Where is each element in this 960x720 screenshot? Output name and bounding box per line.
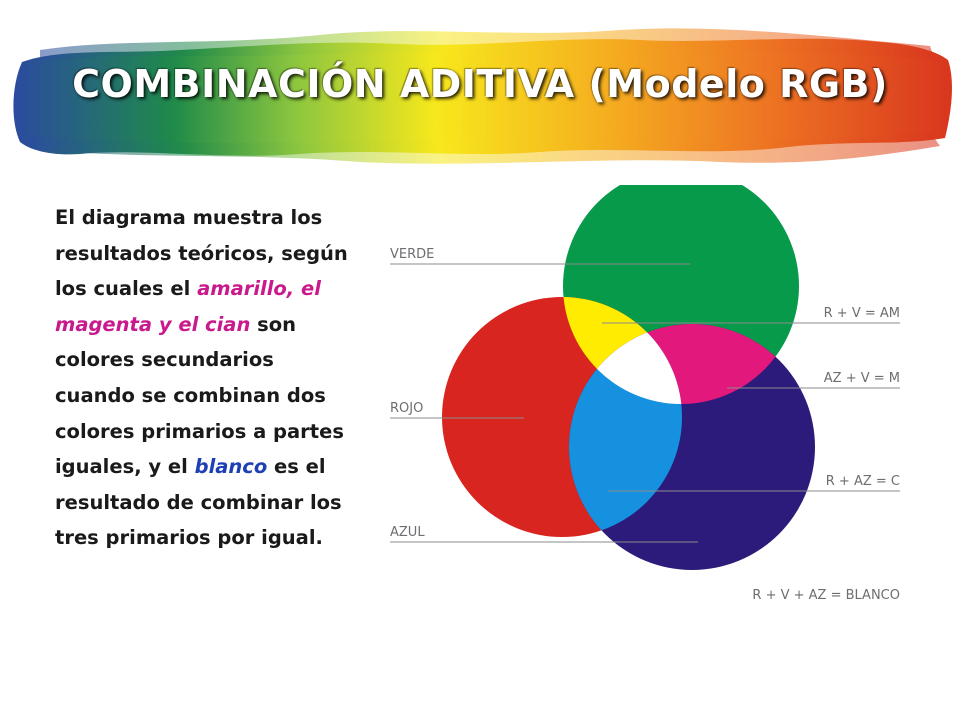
label-r-az-c: R + AZ = C bbox=[825, 474, 900, 489]
paragraph-text: El diagrama muestra los resultados teóricos, según los cuales el bbox=[55, 206, 348, 301]
label-r-v-az-blanco: R + V + AZ = BLANCO bbox=[752, 588, 900, 603]
label-azul: AZUL bbox=[390, 525, 425, 540]
rgb-venn-diagram bbox=[380, 185, 920, 615]
highlight-magenta: el magenta bbox=[55, 277, 321, 336]
label-verde: VERDE bbox=[390, 247, 435, 262]
highlight-y: y bbox=[158, 312, 172, 336]
label-rojo: ROJO bbox=[390, 401, 424, 416]
paragraph-text: son colores secundarios cuando se combinan dos colores primarios a partes iguales, y el bbox=[55, 312, 344, 479]
label-r-v-am: R + V = AM bbox=[823, 306, 900, 321]
description-paragraph bbox=[55, 200, 355, 556]
highlight-blanco: blanco bbox=[194, 455, 268, 479]
label-az-v-m: AZ + V = M bbox=[823, 371, 900, 386]
page-title: COMBINACIÓN ADITIVA (Modelo RGB) bbox=[72, 62, 888, 106]
highlight-cian: el cian bbox=[178, 312, 251, 336]
highlight-amarillo: amarillo, bbox=[197, 277, 295, 301]
paragraph-text: es el resultado de combinar los tres primarios por igual. bbox=[55, 455, 342, 550]
